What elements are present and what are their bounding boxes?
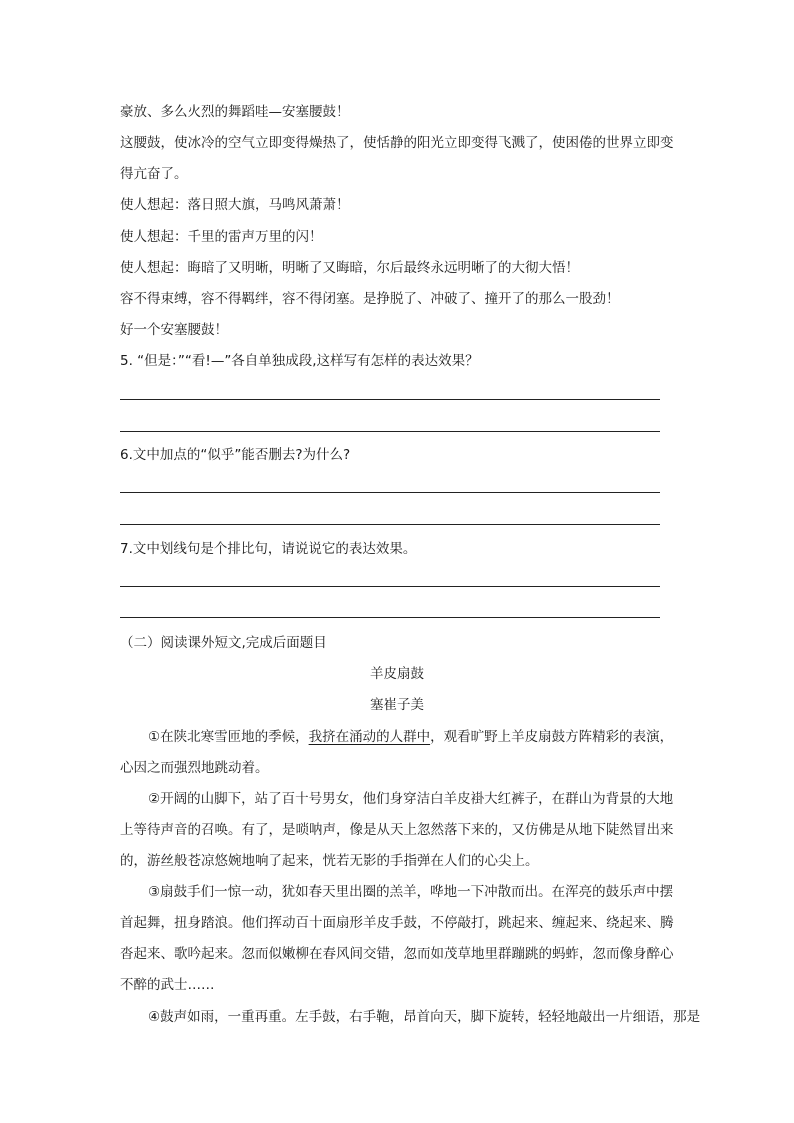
paragraph-line: 上等待声音的召唤。有了，是唢呐声，像是从天上忽然落下来的，又仿佛是从地下陡然冒出来 [120, 822, 674, 838]
answer-line[interactable] [120, 617, 660, 618]
answer-line[interactable] [120, 431, 660, 432]
underlined-sentence: 我挤在涌动的人群中 [308, 729, 431, 745]
question-7: 7.文中划线句是个排比句，请说说它的表达效果。 [120, 541, 417, 557]
paragraph-line: ②开阔的山脚下，站了百十号男女，他们身穿洁白羊皮褂大红裤子，在群山为背景的大地 [148, 791, 674, 807]
section-heading: （二）阅读课外短文,完成后面题目 [120, 635, 327, 651]
poem-line: 使人想起：晦暗了又明晰，明晰了又晦暗，尔后最终永远明晰了的大彻大悟！ [120, 260, 579, 276]
paragraph-line: 不醉的武士…… [120, 977, 215, 993]
poem-line: 容不得束缚，容不得羁绊，容不得闭塞。是挣脱了、冲破了、撞开了的那么一股劲！ [120, 291, 620, 307]
paragraph-text: ，观看旷野上羊皮扇鼓方阵精彩的表演， [430, 729, 674, 745]
paragraph-line: 心因之而强烈地跳动着。 [120, 760, 269, 776]
paragraph-line: 沓起来、歌吟起来。忽而似嫩柳在春风间交错，忽而如茂草地里群蹦跳的蚂蚱，忽而像身醉心 [120, 946, 674, 962]
article-title: 羊皮扇鼓 [370, 666, 424, 682]
question-5: 5. “但是：”“看!—”各自单独成段,这样写有怎样的表达效果？ [120, 353, 479, 369]
poem-line: 使人想起：落日照大旗，马鸣风萧萧！ [120, 197, 350, 213]
paragraph-line: 的，游丝般苍凉悠婉地响了起来，恍若无影的手指弹在人们的心尖上。 [120, 853, 539, 869]
poem-line: 这腰鼓，使冰冷的空气立即变得燥热了，使恬静的阳光立即变得飞溅了，使困倦的世界立即变 [120, 135, 674, 151]
paragraph-text: ①在陕北寒雪匝地的季候， [148, 729, 309, 745]
question-6: 6.文中加点的“似乎”能否删去?为什么? [120, 447, 351, 463]
answer-line[interactable] [120, 524, 660, 525]
answer-line[interactable] [120, 399, 660, 400]
paragraph-line: 首起舞，扭身踏浪。他们挥动百十面扇形羊皮手鼓，不停敲打，跳起来、缠起来、绕起来、腾 [120, 915, 674, 931]
paragraph-line: ④鼓声如雨，一重再重。左手鼓，右手鞄，昂首向天，脚下旋转，轻轻地敲出一片细语，那是 [148, 1009, 701, 1025]
paragraph-line [148, 727, 673, 747]
article-author: 塞崔子美 [370, 697, 424, 713]
poem-line: 使人想起：千里的雷声万里的闪！ [120, 229, 323, 245]
answer-line[interactable] [120, 492, 660, 493]
paragraph-line: ③扇鼓手们一惊一动，犹如春天里出圈的羔羊，哗地一下冲散而出。在浑亮的鼓乐声中摆 [148, 884, 674, 900]
poem-line: 豪放、多么火烈的舞蹈哇—安塞腰鼓！ [120, 104, 350, 120]
answer-line[interactable] [120, 586, 660, 587]
poem-line: 好一个安塞腰鼓！ [120, 322, 228, 338]
poem-line: 得亢奋了。 [120, 166, 188, 182]
